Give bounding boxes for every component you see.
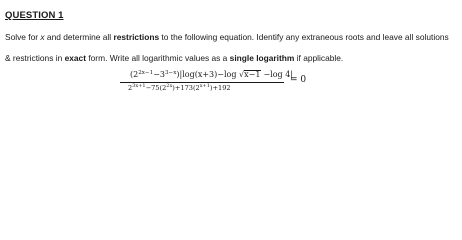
den-exponent-3: x+1 bbox=[199, 83, 210, 89]
equation bbox=[120, 70, 320, 96]
variable-x: x bbox=[40, 32, 45, 42]
num-term-3: −3 bbox=[153, 70, 165, 79]
question-heading: QUESTION 1 bbox=[5, 10, 64, 21]
equation-rhs: = 0 bbox=[290, 75, 307, 85]
equation-denominator bbox=[128, 85, 231, 92]
sqrt-icon: √ bbox=[239, 70, 245, 79]
den-term-2: −75(2 bbox=[145, 84, 167, 92]
instruction-line-2 bbox=[5, 54, 343, 62]
den-term-1: 2 bbox=[128, 84, 133, 92]
instr-bold-single-logarithm: single logarithm bbox=[229, 53, 295, 63]
equation-numerator bbox=[130, 70, 293, 80]
num-close-paren: ) bbox=[176, 70, 180, 79]
instr-bold-restrictions: restrictions bbox=[113, 32, 160, 42]
num-term-2: (2 bbox=[130, 70, 139, 79]
den-exponent-2: 2x bbox=[166, 83, 173, 89]
instr-text: Solve for bbox=[5, 32, 41, 42]
sqrt-radicand: x−1 bbox=[244, 70, 261, 79]
instr-text: & restrictions in bbox=[5, 53, 65, 63]
den-term-3: )+173(2 bbox=[172, 84, 200, 92]
instr-text: and determine all bbox=[44, 32, 114, 42]
instr-text: form. Write all logarithmic values as a bbox=[86, 53, 230, 63]
instruction-line-1 bbox=[5, 33, 449, 41]
num-exponent-2: 3−x bbox=[164, 70, 177, 76]
num-exponent-1: 2x−1 bbox=[138, 70, 154, 76]
num-abs-log: |log(x+3)−log bbox=[179, 70, 239, 79]
num-abs-tail: −log 4| bbox=[260, 70, 293, 79]
instr-text: to the following equation. Identify any extraneous roots and leave all solutions bbox=[159, 32, 449, 42]
den-term-4: )+192 bbox=[209, 84, 231, 92]
den-exponent-1: 3x+1 bbox=[132, 83, 146, 89]
question-page bbox=[0, 0, 462, 100]
instr-bold-exact: exact bbox=[64, 53, 86, 63]
instr-text: if applicable. bbox=[294, 53, 344, 63]
